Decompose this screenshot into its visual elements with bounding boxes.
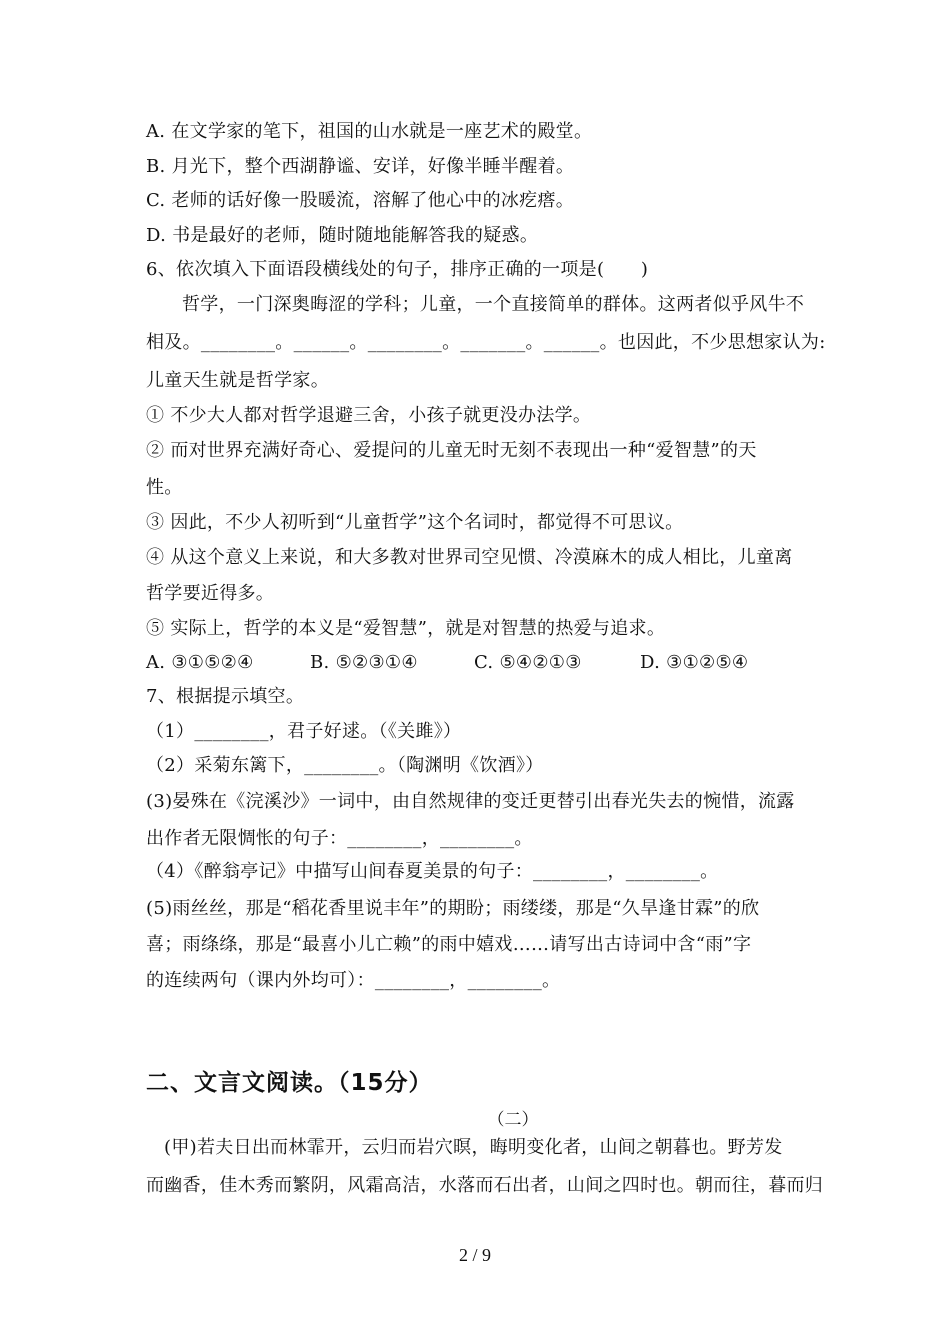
fill-item-3: (3)晏殊在《浣溪沙》一词中，由自然规律的变迁更替引出春光失去的惋惜，流露	[146, 791, 795, 812]
fill-item-5-cont: 的连续两句（课内外均可）：________，________。	[146, 970, 561, 991]
sentence-4: ④ 从这个意义上来说，和大多教对世界司空见惯、冷漠麻木的成人相比，儿童离	[146, 547, 793, 568]
sentence-1: ① 不少大人都对哲学退避三舍，小孩子就更没办法学。	[146, 405, 592, 426]
question-7-stem: 7、根据提示填空。	[146, 686, 305, 707]
option-c-line: C. 老师的话好像一股暖流，溶解了他心中的冰疙瘩。	[146, 190, 575, 211]
answer-option-c: C. ⑤④②①③	[474, 652, 582, 673]
section-heading: 二、文言文阅读。（15分）	[146, 1070, 433, 1096]
classical-passage-line: (甲)若夫日出而林霏开，云归而岩穴暝，晦明变化者，山间之朝暮也。野芳发	[164, 1137, 783, 1158]
passage-line: 哲学，一门深奥晦涩的学科；儿童，一个直接简单的群体。这两者似乎风牛不	[182, 294, 805, 315]
classical-passage-line: 而幽香，佳木秀而繁阴，风霜高洁，水落而石出者，山间之四时也。朝而往，暮而归	[146, 1175, 824, 1196]
fill-item-4: （4）《醉翁亭记》中描写山间春夏美景的句子：________，________。	[146, 861, 719, 882]
sentence-4-cont: 哲学要近得多。	[146, 583, 275, 604]
sentence-2: ② 而对世界充满好奇心、爱提问的儿童无时无刻不表现出一种“爱智慧”的天	[146, 440, 757, 461]
page-number: 2 / 9	[458, 1245, 491, 1265]
fill-item-1: （1）________，君子好逑。（《关雎》）	[146, 721, 462, 742]
passage-subheading	[0, 1105, 950, 1130]
option-b-line: B. 月光下，整个西湖静谧、安详，好像半睡半醒着。	[146, 156, 575, 177]
fill-item-5: (5)雨丝丝，那是“稻花香里说丰年”的期盼；雨缕缕，那是“久旱逢甘霖”的欣	[146, 898, 760, 919]
option-d-line: D. 书是最好的老师，随时随地能解答我的疑惑。	[146, 225, 539, 246]
answer-option-a: A. ③①⑤②④	[146, 652, 254, 673]
sentence-5: ⑤ 实际上，哲学的本义是“爱智慧”，就是对智慧的热爱与追求。	[146, 618, 666, 639]
answer-option-d: D. ③①②⑤④	[640, 652, 749, 673]
passage-line: 相及。________。______。________。_______。______。也因此，不少思想家认为:	[146, 332, 826, 353]
fill-item-2: （2）采菊东篱下，________。（陶渊明《饮酒》）	[146, 755, 544, 776]
question-6-stem: 6、依次填入下面语段横线处的句子，排序正确的一项是( )	[146, 259, 649, 280]
answer-option-b: B. ⑤②③①④	[310, 652, 418, 673]
fill-item-5-cont: 喜；雨绦绦，那是“最喜小儿亡赖”的雨中嬉戏……请写出古诗词中含“雨”字	[146, 934, 752, 955]
passage-subheading-text: （二）	[487, 1110, 539, 1130]
option-a-line: A. 在文学家的笔下，祖国的山水就是一座艺术的殿堂。	[146, 121, 593, 142]
sentence-2-cont: 性。	[146, 477, 183, 498]
sentence-3: ③ 因此，不少人初听到“儿童哲学”这个名词时，都觉得不可思议。	[146, 512, 684, 533]
answer-options	[146, 652, 748, 674]
fill-item-3-cont: 出作者无限惆怅的句子：________，________。	[146, 828, 533, 849]
passage-line: 儿童天生就是哲学家。	[146, 370, 329, 391]
